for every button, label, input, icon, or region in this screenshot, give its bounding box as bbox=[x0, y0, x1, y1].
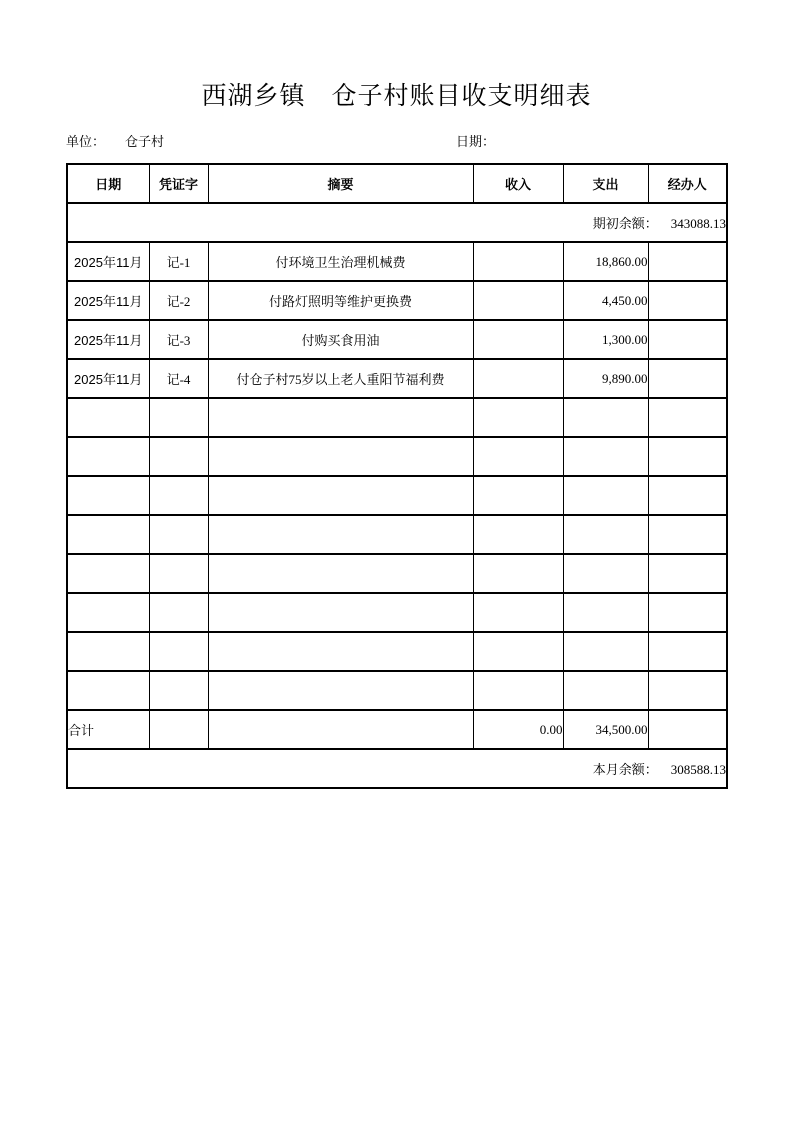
record-summary: 付购买食用油 bbox=[208, 320, 473, 359]
record-date: 2025年11月 bbox=[67, 320, 149, 359]
empty-row bbox=[67, 437, 727, 476]
empty-row bbox=[67, 554, 727, 593]
record-expense: 18,860.00 bbox=[563, 242, 648, 281]
table-row bbox=[67, 281, 727, 320]
record-handler bbox=[648, 359, 727, 398]
date-label: 日期： bbox=[456, 134, 496, 149]
table-row bbox=[67, 359, 727, 398]
header-row bbox=[67, 164, 727, 203]
record-handler bbox=[648, 242, 727, 281]
header-cell-income: 收入 bbox=[473, 164, 563, 203]
record-income bbox=[473, 281, 563, 320]
table-row bbox=[67, 242, 727, 281]
record-voucher: 记-2 bbox=[149, 281, 208, 320]
total-handler bbox=[648, 710, 727, 749]
record-voucher: 记-1 bbox=[149, 242, 208, 281]
record-handler bbox=[648, 320, 727, 359]
empty-row bbox=[67, 476, 727, 515]
total-voucher bbox=[149, 710, 208, 749]
closing-balance-row bbox=[67, 749, 727, 788]
empty-row bbox=[67, 515, 727, 554]
record-summary: 付路灯照明等维护更换费 bbox=[208, 281, 473, 320]
page-title: 西湖乡镇 仓子村账目收支明细表 bbox=[201, 83, 592, 110]
header-cell-handler: 经办人 bbox=[648, 164, 727, 203]
record-income bbox=[473, 242, 563, 281]
header-cell-date: 日期 bbox=[67, 164, 149, 203]
total-expense: 34,500.00 bbox=[563, 710, 648, 749]
empty-row bbox=[67, 671, 727, 710]
header-cell-summary: 摘要 bbox=[208, 164, 473, 203]
record-income bbox=[473, 359, 563, 398]
total-income: 0.00 bbox=[473, 710, 563, 749]
total-row bbox=[67, 710, 727, 749]
record-date: 2025年11月 bbox=[67, 242, 149, 281]
closing-balance-label: 本月余额： bbox=[592, 762, 658, 777]
record-expense: 1,300.00 bbox=[563, 320, 648, 359]
closing-balance-value: 308588.13 bbox=[670, 762, 726, 777]
opening-balance-label: 期初余额： bbox=[592, 216, 658, 231]
opening-balance-value: 343088.13 bbox=[670, 216, 726, 231]
record-expense: 9,890.00 bbox=[563, 359, 648, 398]
record-income bbox=[473, 320, 563, 359]
empty-row bbox=[67, 398, 727, 437]
record-date: 2025年11月 bbox=[67, 281, 149, 320]
header-cell-voucher: 凭证字 bbox=[149, 164, 208, 203]
header-cell-expense: 支出 bbox=[563, 164, 648, 203]
unit-value: 仓子村 bbox=[125, 134, 165, 149]
record-date: 2025年11月 bbox=[67, 359, 149, 398]
opening-balance-row bbox=[67, 203, 727, 242]
account-table bbox=[66, 163, 728, 789]
record-expense: 4,450.00 bbox=[563, 281, 648, 320]
unit-label: 单位： bbox=[66, 134, 106, 149]
empty-row bbox=[67, 632, 727, 671]
record-handler bbox=[648, 281, 727, 320]
record-voucher: 记-4 bbox=[149, 359, 208, 398]
record-voucher: 记-3 bbox=[149, 320, 208, 359]
total-label: 合计 bbox=[67, 710, 149, 749]
empty-row bbox=[67, 593, 727, 632]
meta-row bbox=[0, 131, 793, 149]
record-summary: 付仓子村75岁以上老人重阳节福利费 bbox=[208, 359, 473, 398]
table-row bbox=[67, 320, 727, 359]
total-summary bbox=[208, 710, 473, 749]
record-summary: 付环境卫生治理机械费 bbox=[208, 242, 473, 281]
